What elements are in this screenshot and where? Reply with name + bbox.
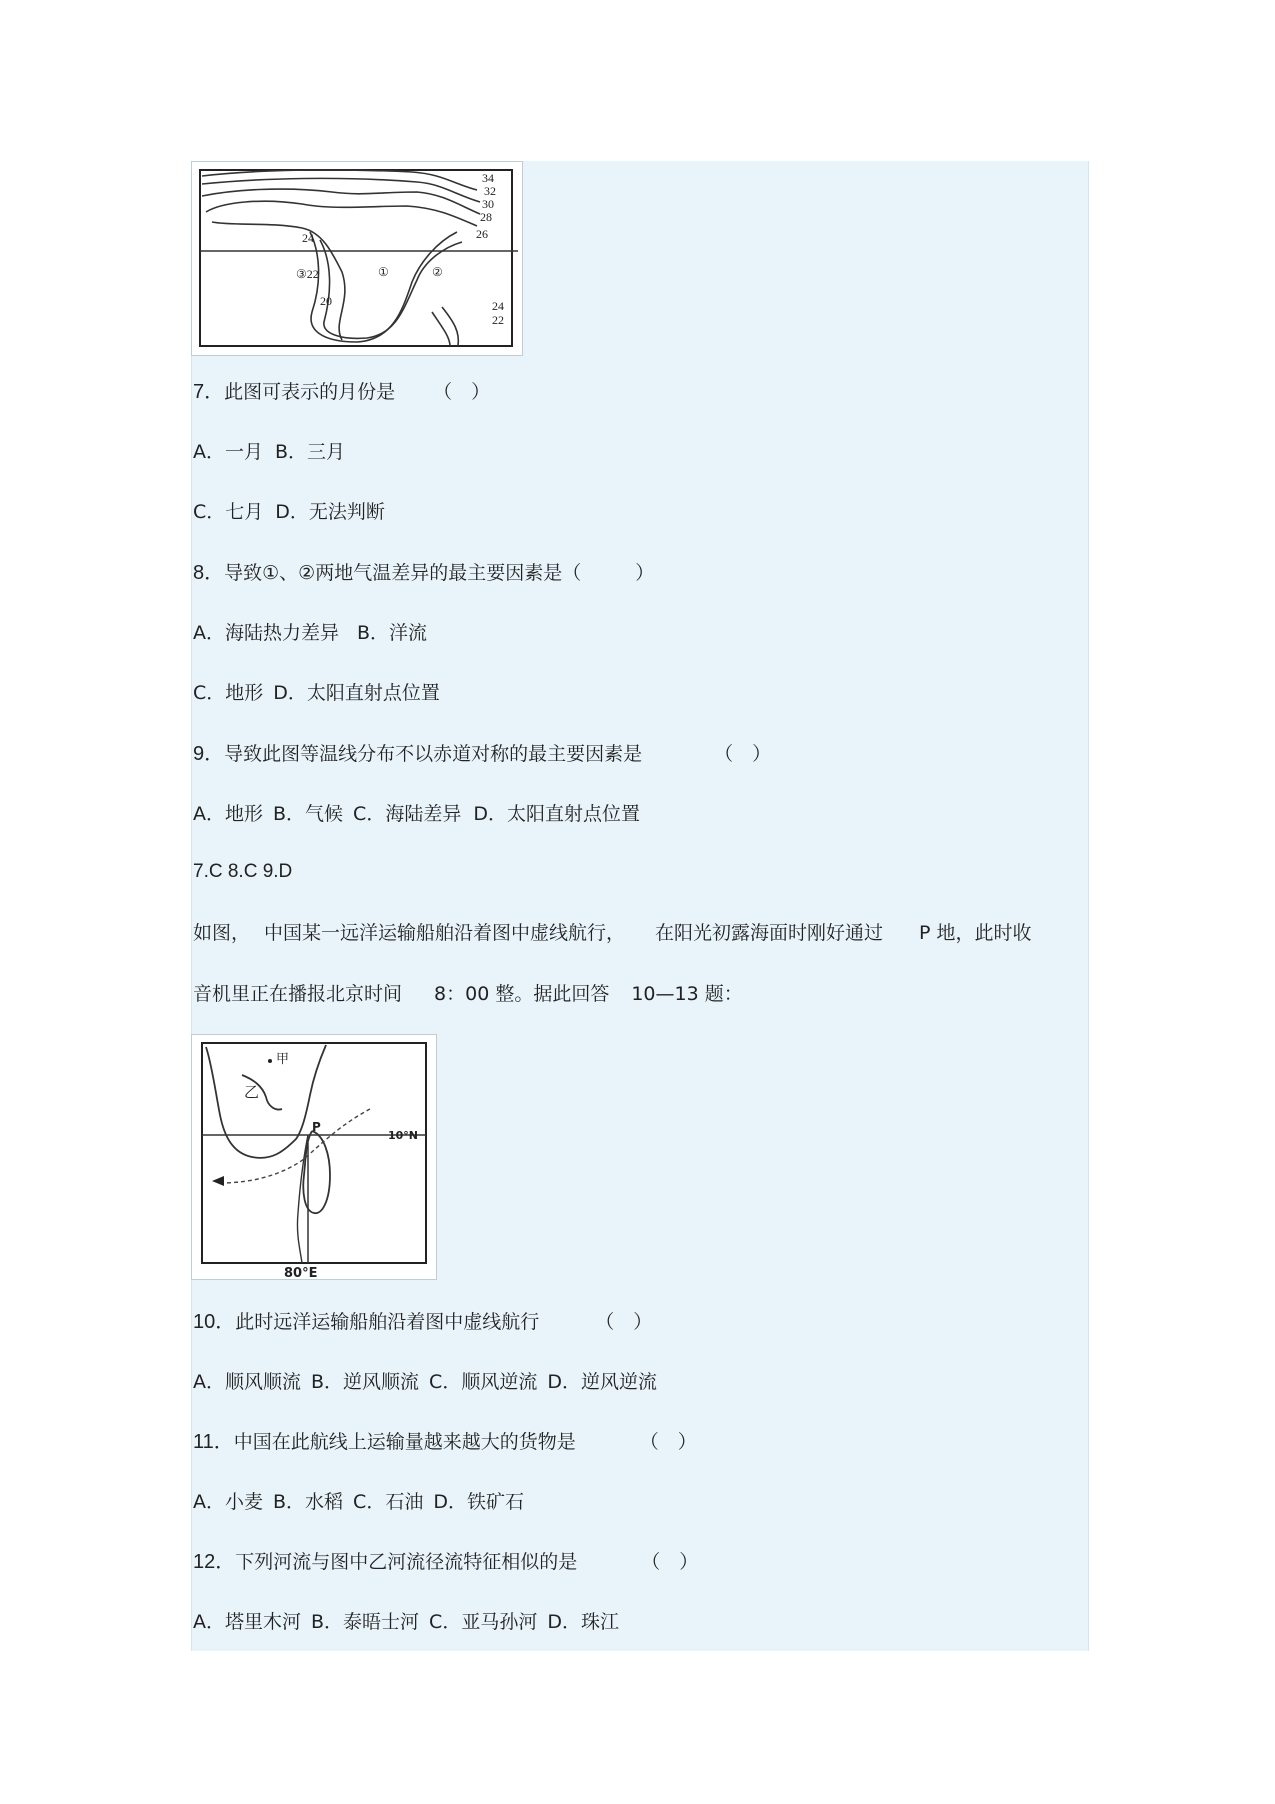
question-text: 下列河流与图中乙河流径流特征相似的是 xyxy=(235,1551,578,1573)
intro-line-1 xyxy=(193,921,1032,945)
option-a: A．一月 xyxy=(193,441,263,463)
option-a: A．地形 xyxy=(193,803,263,825)
answer-paren: （ ） xyxy=(595,1311,653,1333)
isotherm-label: 30 xyxy=(482,197,494,211)
label-longitude: 80°E xyxy=(284,1266,318,1279)
shipping-route-map-figure xyxy=(191,1034,437,1280)
question-10 xyxy=(193,1310,652,1334)
intro-text: 在阳光初露海面时刚好通过 xyxy=(655,922,884,944)
option-c: C．地形 xyxy=(193,682,264,704)
question-number: 9． xyxy=(193,743,225,765)
question-11-options xyxy=(193,1490,524,1514)
isotherm-label: 24 xyxy=(492,299,504,313)
isotherm-label: 26 xyxy=(476,227,488,241)
question-9 xyxy=(193,742,771,766)
question-number: 7． xyxy=(193,381,225,403)
isotherm-label: 28 xyxy=(480,210,492,224)
intro-text: 10—13 题： xyxy=(631,983,743,1005)
question-text: 中国在此航线上运输量越来越大的货物是 xyxy=(233,1431,576,1453)
label-yi: 乙 xyxy=(244,1083,260,1101)
question-11 xyxy=(193,1430,697,1454)
question-text: 此时远洋运输船舶沿着图中虚线航行 xyxy=(235,1311,540,1333)
intro-text: P 地，此时收 xyxy=(919,922,1032,944)
isotherm-map-figure xyxy=(191,161,523,356)
option-b: B．洋流 xyxy=(357,622,428,644)
option-a: A．海陆热力差异 xyxy=(193,622,339,644)
question-7-options-cd xyxy=(193,500,385,524)
answer-paren: ） xyxy=(635,562,655,584)
question-8 xyxy=(193,561,654,585)
isotherm-map xyxy=(192,162,522,355)
option-b: B．逆风顺流 xyxy=(311,1371,420,1393)
option-d: D．逆风逆流 xyxy=(547,1371,657,1393)
question-12 xyxy=(193,1550,698,1574)
option-c: C．亚马孙河 xyxy=(429,1611,538,1633)
intro-text: 中国某一远洋运输船舶沿着图中虚线航行， xyxy=(264,922,626,944)
option-d: D．太阳直射点位置 xyxy=(273,682,440,704)
question-7 xyxy=(193,380,490,404)
answer-key: 7.C 8.C 9.D xyxy=(193,861,293,882)
option-b: B．三月 xyxy=(275,441,346,463)
isotherm-label: 20 xyxy=(320,294,332,308)
intro-text: 如图， xyxy=(193,922,251,944)
isotherm-label: 24 xyxy=(302,231,314,245)
answer-paren: （ ） xyxy=(433,381,491,403)
shipping-route-map xyxy=(192,1035,436,1279)
option-c: C．顺风逆流 xyxy=(429,1371,538,1393)
answer-paren: （ ） xyxy=(714,743,772,765)
isotherm-label: 22 xyxy=(492,313,504,327)
option-d: D．珠江 xyxy=(547,1611,619,1633)
question-8-options-cd xyxy=(193,681,440,705)
intro-text: 音机里正在播报北京时间 xyxy=(193,983,403,1005)
isotherm-label: ② xyxy=(432,265,443,279)
question-number: 8． xyxy=(193,562,225,584)
option-d: D．太阳直射点位置 xyxy=(473,803,640,825)
question-text: 导致此图等温线分布不以赤道对称的最主要因素是 xyxy=(224,743,643,765)
question-number: 10． xyxy=(193,1311,236,1333)
isotherm-label: ③22 xyxy=(296,267,319,281)
isotherm-label: 32 xyxy=(484,184,496,198)
intro-text: 8：00 整。据此回答 xyxy=(434,983,610,1005)
label-latitude: 10°N xyxy=(388,1129,419,1142)
label-p: P xyxy=(312,1120,321,1134)
option-a: A．小麦 xyxy=(193,1491,263,1513)
option-d: D．无法判断 xyxy=(275,501,385,523)
option-c: C．石油 xyxy=(353,1491,424,1513)
question-7-options-ab xyxy=(193,440,345,464)
question-12-options xyxy=(193,1610,619,1634)
option-b: B．水稻 xyxy=(273,1491,344,1513)
question-number: 12． xyxy=(193,1551,236,1573)
answer-paren: （ ） xyxy=(639,1431,697,1453)
isotherm-label: 34 xyxy=(482,171,494,185)
option-b: B．气候 xyxy=(273,803,344,825)
question-text: 导致①、②两地气温差异的最主要因素是（ xyxy=(224,562,582,584)
option-c: C．七月 xyxy=(193,501,264,523)
answer-paren: （ ） xyxy=(641,1551,699,1573)
option-a: A．塔里木河 xyxy=(193,1611,301,1633)
isotherm-label: ① xyxy=(378,265,389,279)
option-a: A．顺风顺流 xyxy=(193,1371,301,1393)
question-number: 11． xyxy=(193,1431,234,1453)
label-jia: 甲 xyxy=(276,1052,290,1067)
option-b: B．泰晤士河 xyxy=(311,1611,420,1633)
question-9-options xyxy=(193,802,640,826)
option-d: D．铁矿石 xyxy=(433,1491,524,1513)
option-c: C．海陆差异 xyxy=(353,803,462,825)
question-8-options-ab xyxy=(193,621,427,645)
intro-line-2 xyxy=(193,982,743,1006)
question-text: 此图可表示的月份是 xyxy=(224,381,396,403)
question-10-options xyxy=(193,1370,657,1394)
